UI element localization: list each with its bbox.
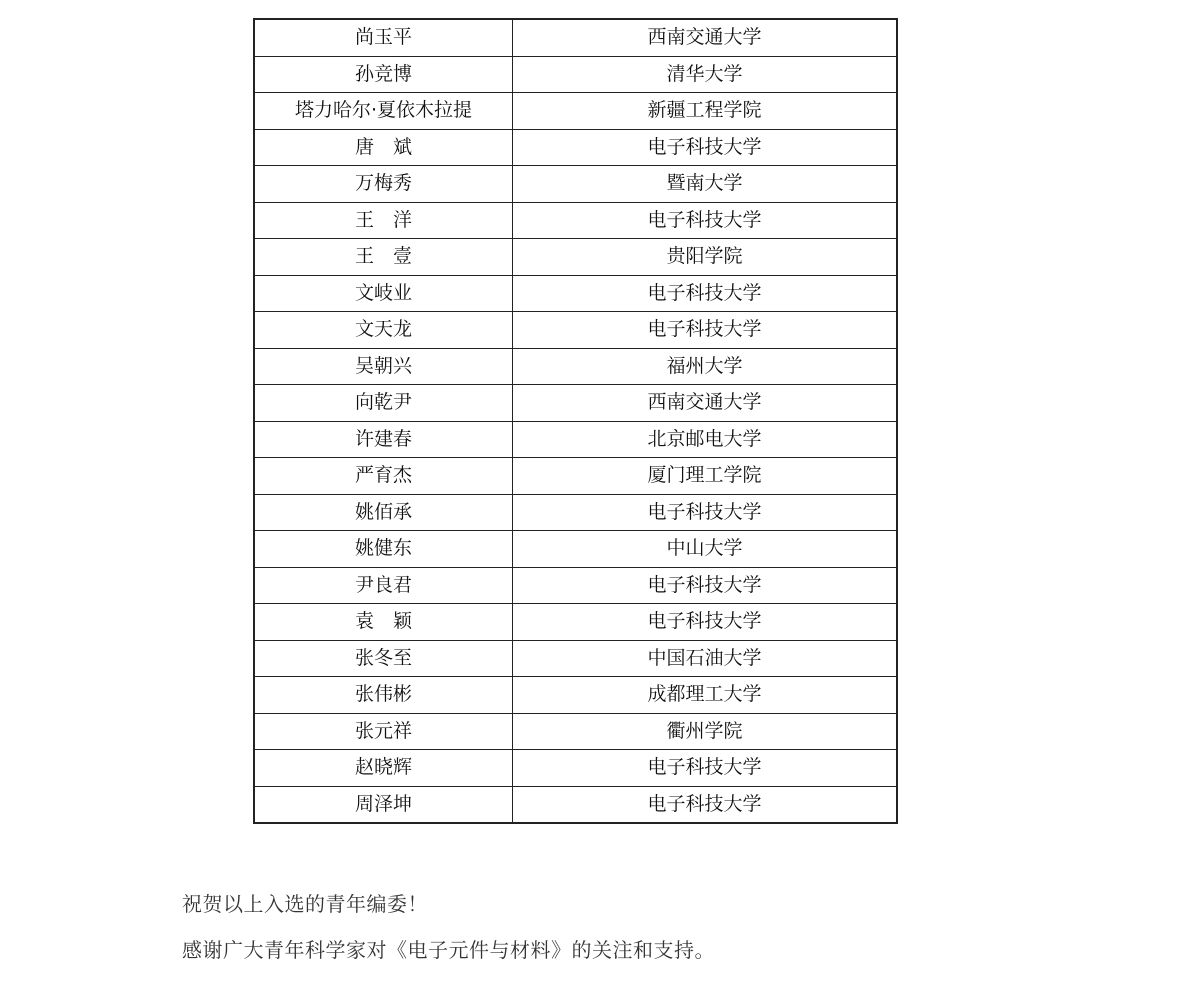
institution-cell: 电子科技大学 (513, 786, 898, 823)
institution-cell: 电子科技大学 (513, 494, 898, 531)
editor-name-cell: 文天龙 (254, 312, 513, 349)
editor-name-cell: 唐 斌 (254, 129, 513, 166)
editor-roster-table (253, 18, 898, 824)
table-row (254, 421, 897, 458)
institution-cell: 电子科技大学 (513, 312, 898, 349)
congratulations-text: 祝贺以上入选的青年编委！ (182, 892, 428, 916)
editor-name-cell: 尚玉平 (254, 19, 513, 56)
table-row (254, 93, 897, 130)
editor-name-cell: 王 壹 (254, 239, 513, 276)
editor-name-cell: 张伟彬 (254, 677, 513, 714)
institution-cell: 福州大学 (513, 348, 898, 385)
table-row (254, 677, 897, 714)
table-row (254, 312, 897, 349)
editor-name-cell: 周泽坤 (254, 786, 513, 823)
institution-cell: 电子科技大学 (513, 604, 898, 641)
institution-cell: 清华大学 (513, 56, 898, 93)
table-row (254, 531, 897, 568)
table-row (254, 494, 897, 531)
thanks-text: 感谢广大青年科学家对《电子元件与材料》的关注和支持。 (182, 938, 715, 962)
institution-cell: 电子科技大学 (513, 750, 898, 787)
institution-cell: 中山大学 (513, 531, 898, 568)
institution-cell: 北京邮电大学 (513, 421, 898, 458)
institution-cell: 成都理工大学 (513, 677, 898, 714)
table-row (254, 275, 897, 312)
editor-name-cell: 塔力哈尔·夏依木拉提 (254, 93, 513, 130)
table-row (254, 385, 897, 422)
table-row (254, 567, 897, 604)
editor-name-cell: 姚佰承 (254, 494, 513, 531)
table-row (254, 458, 897, 495)
table-row (254, 750, 897, 787)
editor-name-cell: 袁 颖 (254, 604, 513, 641)
editor-name-cell: 孙竞博 (254, 56, 513, 93)
institution-cell: 厦门理工学院 (513, 458, 898, 495)
table-row (254, 640, 897, 677)
table-row (254, 129, 897, 166)
institution-cell: 电子科技大学 (513, 202, 898, 239)
table-row (254, 202, 897, 239)
institution-cell: 衢州学院 (513, 713, 898, 750)
institution-cell: 西南交通大学 (513, 385, 898, 422)
table-row (254, 19, 897, 56)
editor-name-cell: 姚健东 (254, 531, 513, 568)
editor-name-cell: 文岐业 (254, 275, 513, 312)
editor-name-cell: 赵晓辉 (254, 750, 513, 787)
table-row (254, 604, 897, 641)
table-row (254, 239, 897, 276)
editor-name-cell: 王 洋 (254, 202, 513, 239)
institution-cell: 电子科技大学 (513, 129, 898, 166)
editor-name-cell: 向乾尹 (254, 385, 513, 422)
institution-cell: 中国石油大学 (513, 640, 898, 677)
institution-cell: 西南交通大学 (513, 19, 898, 56)
table-row (254, 348, 897, 385)
table-row (254, 786, 897, 823)
editor-name-cell: 张元祥 (254, 713, 513, 750)
roster-table-body (254, 19, 897, 823)
table-row (254, 56, 897, 93)
editor-name-cell: 张冬至 (254, 640, 513, 677)
institution-cell: 暨南大学 (513, 166, 898, 203)
editor-name-cell: 许建春 (254, 421, 513, 458)
table-row (254, 166, 897, 203)
editor-name-cell: 吴朝兴 (254, 348, 513, 385)
editor-name-cell: 严育杰 (254, 458, 513, 495)
editor-name-cell: 尹良君 (254, 567, 513, 604)
institution-cell: 贵阳学院 (513, 239, 898, 276)
table-row (254, 713, 897, 750)
institution-cell: 电子科技大学 (513, 275, 898, 312)
institution-cell: 电子科技大学 (513, 567, 898, 604)
institution-cell: 新疆工程学院 (513, 93, 898, 130)
editor-name-cell: 万梅秀 (254, 166, 513, 203)
